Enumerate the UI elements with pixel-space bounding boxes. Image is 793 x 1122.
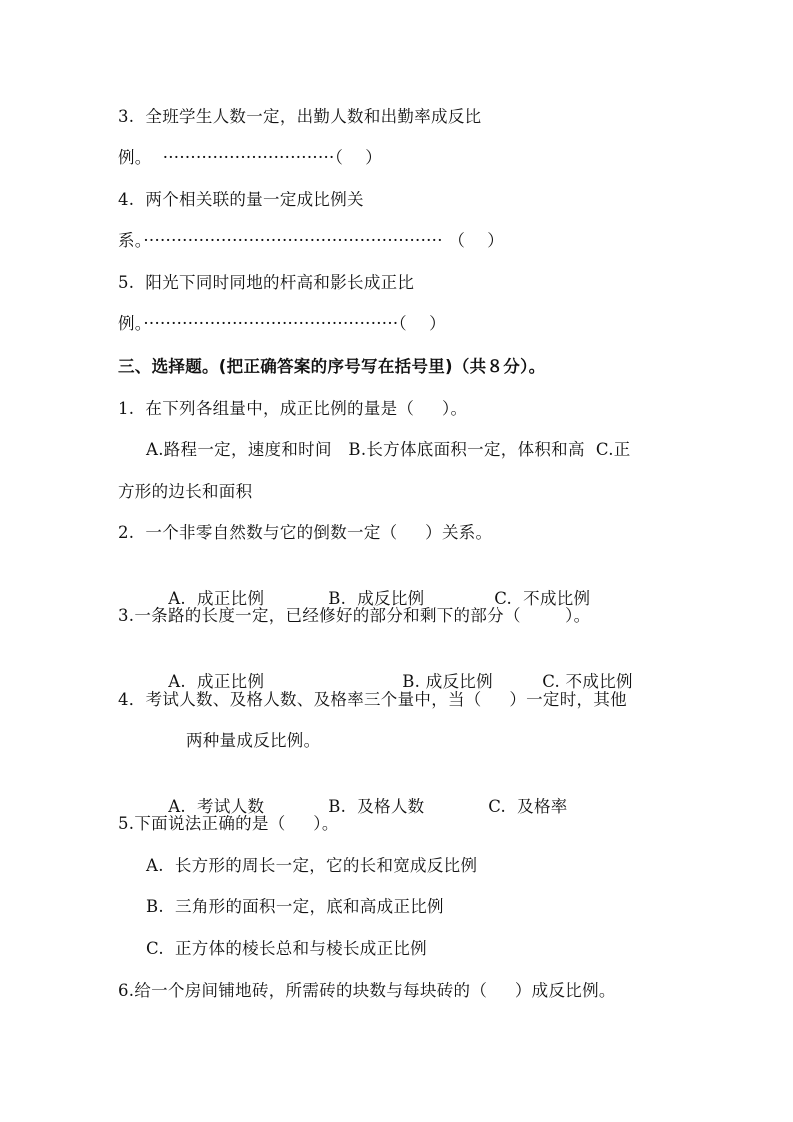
option-a: A. 成正比例 bbox=[168, 672, 265, 691]
choice-q4-stem-cont: 两种量成反比例。 bbox=[186, 731, 321, 750]
tf-q4-line1: 4. 两个相关联的量一定成比例关 bbox=[118, 190, 364, 209]
choice-q3-stem: 3.一条路的长度一定，已经修好的部分和剩下的部分（ ）。 bbox=[118, 606, 591, 625]
choice-q4-stem: 4．考试人数、及格人数、及格率三个量中，当（ ）一定时，其他 bbox=[118, 690, 627, 709]
option-c: C. 及格率 bbox=[488, 797, 568, 816]
section-3-title: 三、选择题。(把正确答案的序号写在括号里)（共８分）。 bbox=[118, 357, 546, 376]
tf-q5-line2: 例。··············································（ ） bbox=[118, 314, 446, 333]
tf-q4-line2: 系。······················································ （ ） bbox=[118, 231, 505, 250]
choice-q5-stem: 5.下面说法正确的是（ ）。 bbox=[118, 814, 339, 833]
choice-q6-stem: 6.给一个房间铺地砖，所需砖的块数与每块砖的（ ）成反比例。 bbox=[118, 981, 616, 1000]
choice-q2-stem: 2. 一个非零自然数与它的倒数一定（ ）关系。 bbox=[118, 523, 493, 542]
option-b: B. 成反比例 bbox=[402, 672, 493, 691]
choice-q5-option-b: B. 三角形的面积一定，底和高成正比例 bbox=[146, 897, 444, 916]
choice-q5-option-c: C. 正方体的棱长总和与棱长成正比例 bbox=[146, 939, 427, 958]
tf-q3-line2: 例。 ·······························（ ） bbox=[118, 148, 383, 167]
option-b: B. 成反比例 bbox=[328, 589, 425, 608]
option-c: C. 不成比例 bbox=[542, 672, 633, 691]
choice-q1-options: A.路程一定，速度和时间 B.长方体底面积一定，体积和高 C.正 bbox=[146, 440, 631, 459]
tf-q5-line1: 5. 阳光下同时同地的杆高和影长成正比 bbox=[118, 273, 415, 292]
choice-q5-option-a: A. 长方形的周长一定，它的长和宽成反比例 bbox=[146, 856, 478, 875]
option-b: B. 及格人数 bbox=[328, 797, 425, 816]
tf-q3-line1: 3. 全班学生人数一定，出勤人数和出勤率成反比 bbox=[118, 107, 482, 126]
option-a: A. 成正比例 bbox=[168, 589, 265, 608]
option-c: C. 不成比例 bbox=[494, 589, 591, 608]
choice-q1-stem: 1. 在下列各组量中，成正比例的量是（ ）。 bbox=[118, 399, 468, 418]
option-a: A. 考试人数 bbox=[168, 797, 265, 816]
choice-q1-options-cont: 方形的边长和面积 bbox=[118, 482, 253, 501]
